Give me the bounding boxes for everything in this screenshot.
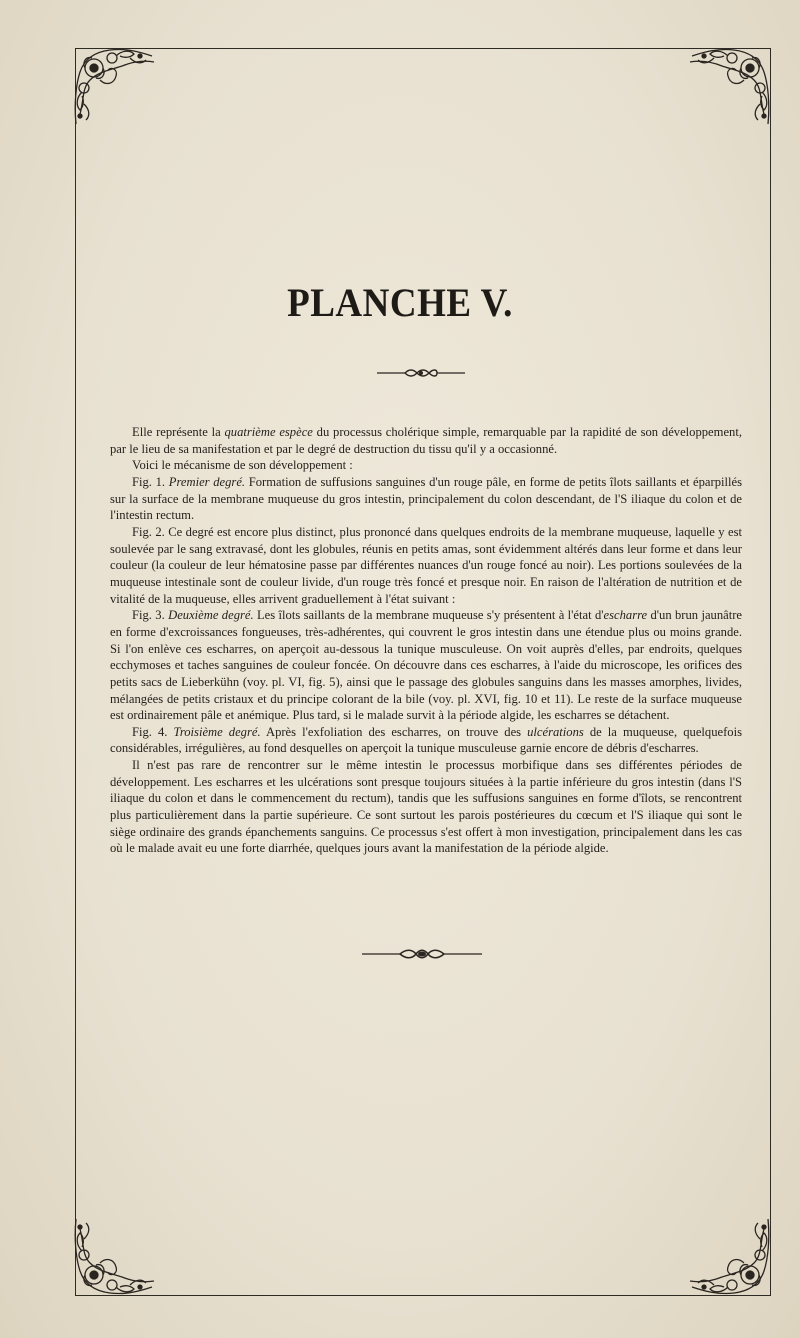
text-run: d'un brun jaunâtre en forme d'excroissances fongueuses, très-adhérentes, qui couvrent le gros intestin dans une étendue plus ou moins grande. Si l'on enlève ces escharres, on aperçoit au-dessous la tunique musculeuse. On voit auprès d'elles, par endroits, quelques ecchymoses et taches sanguines de couleur foncée. On découvre dans ces escharres, à l'aide du microscope, les orifices des petits sacs de Lieberkühn (voy. pl. VI, fig. 5), ainsi que le passage des globules sanguins dans les masses amorphes, livides, mélangées de petits cristaux et du principe colorant de la bile (voy. pl. XVI, fig. 10 et 11). Le reste de la surface muqueuse est ordinairement pâle et anémique. Plus tard, si le malade survit à la période algide, les escharres se détachent. bbox=[110, 608, 742, 723]
italic-term: Premier degré. bbox=[168, 474, 246, 489]
text-run: Il n'est pas rare de rencontrer sur le même intestin le processus morbifique dans ses différentes périodes de développement. Les escharres et les ulcérations sont presque toujours situées à la partie inférieure du gros intestin (dans l'S iliaque du colon et dans le commencement du rectum), tandis que les suffusions sanguines en forme d'îlots, se rencontrent plus particulièrement dans la partie supérieure. Ce sont surtout les parois postérieures du cœcum et l'S iliaque qui sont le siège ordinaire des grands épanchements sanguins. Ce processus s'est offert à mon investigation, principalement dans les cas où le malade avait eu une forte diarrhée, quelques jours avant la manifestation de la période algide. bbox=[110, 758, 742, 856]
text-run: Fig. 3. bbox=[132, 608, 169, 623]
corner-ornament-top-right-icon bbox=[688, 44, 774, 130]
paragraph-fig4 bbox=[110, 724, 742, 757]
paragraph-conclusion bbox=[110, 757, 742, 857]
plate-description bbox=[110, 424, 742, 857]
text-run: Fig. 1. bbox=[132, 474, 169, 489]
corner-ornament-top-left-icon bbox=[70, 44, 156, 130]
paragraph-fig2 bbox=[110, 524, 742, 607]
italic-term: Deuxième degré. bbox=[168, 608, 254, 623]
corner-ornament-bottom-left-icon bbox=[70, 1213, 156, 1299]
text-run: Fig. 2. Ce degré est encore plus distinct, plus prononcé dans quelques endroits de la membrane muqueuse, laquelle y est soulevée par le sang extravasé, dont les globules, réunis en petits amas, sont évidemment altérés dans leur forme et dans leur couleur (la couleur de leur hématosine passe par différentes nuances d'un rouge foncé au noir). Les portions soulevées de la muqueuse intestinale sont de couleur livide, d'un rouge très foncé et presque noir. En raison de l'altération de nutrition et de vitalité de la muqueuse, elles arrivent graduellement à l'état suivant : bbox=[110, 524, 742, 606]
paragraph-fig1 bbox=[110, 474, 742, 524]
plate-title: PLANCHE V. bbox=[287, 281, 513, 326]
text-run: de la muqueuse, quelquefois considérables, irrégulières, au fond desquelles on aperçoit la tunique musculeuse garnie encore de débris d'escharres. bbox=[110, 724, 742, 756]
text-run: du processus cholérique simple, remarquable par la rapidité de son développement, par le lieu de sa manifestation et par le degré de destruction du tissu qu'il y a occasionné. bbox=[110, 425, 742, 456]
paragraph-mecanisme bbox=[110, 457, 742, 474]
ornamental-rule-top-icon bbox=[375, 366, 467, 380]
text-run: Elle représente la bbox=[132, 425, 225, 439]
text-run: Fig. 4. bbox=[132, 724, 174, 739]
italic-term: quatrième espèce bbox=[224, 425, 313, 439]
italic-term: Troisième degré. bbox=[173, 724, 261, 739]
text-run: Formation de suffusions sanguines d'un rouge pâle, en forme de petits îlots saillants et éparpillés sur la surface de la membrane muqueuse du gros intestin, principalement du colon descendant, de l'S iliaque du colon et de l'intestin rectum. bbox=[110, 474, 742, 523]
italic-term: escharre bbox=[603, 608, 648, 623]
paragraph-intro bbox=[110, 424, 742, 457]
text-run: Les îlots saillants de la membrane muqueuse s'y présentent à l'état d' bbox=[253, 608, 604, 623]
paragraph-fig3 bbox=[110, 607, 742, 724]
text-run: Voici le mécanisme de son développement : bbox=[132, 458, 353, 473]
italic-term: ulcérations bbox=[527, 724, 584, 739]
corner-ornament-bottom-right-icon bbox=[688, 1213, 774, 1299]
text-run: Après l'exfoliation des escharres, on trouve des bbox=[260, 724, 528, 739]
ornamental-rule-bottom-icon bbox=[360, 946, 484, 962]
